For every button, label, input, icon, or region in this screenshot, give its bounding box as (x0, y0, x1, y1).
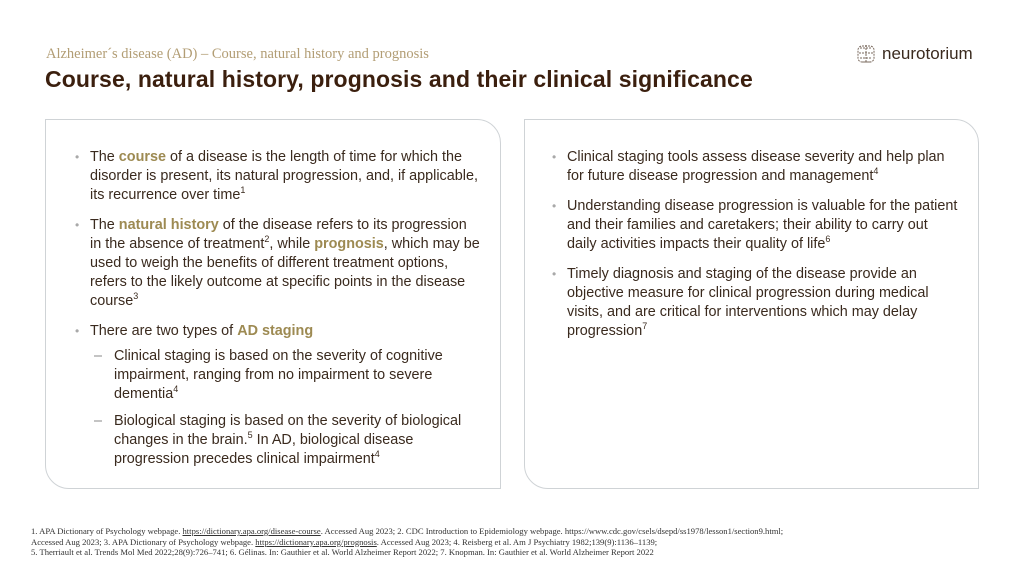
logo (856, 43, 973, 65)
sub-bullet-clinical-staging: – Clinical staging is based on the severity of cognitive impairment, ranging from no impairment to severe dementia$^4$ (72, 347, 480, 404)
references: 1. APA Dictionary of Psychology webpage. https://dictionary.apa.org/disease-course. Accessed Aug 2023; 2. CDC Introduction to Epidemiology webpage. https://www.cdc.gov/csels/dsepd/ss1978/lesson1/section9.html; Accessed Aug 2023; 3. APA Dictionary of Psychology webpage. https://dictionary.apa.org/prognosis. Accessed Aug 2023; 4. Reisberg et al. Am J Psychiatry 1982;139(9):1136–1139; 5. Therriault et al. Trends Mol Med 2022;28(9):726–741; 6. Gélinas. In: Gauthier et al. World Alzheimer Report 2022; 7. Knopman. In: Gauthier et al. World Alzheimer Report 2022 (31, 526, 784, 557)
highlight-natural-history: natural history (118, 217, 219, 233)
right-content-box (524, 119, 979, 489)
sub-bullet-biological-staging: – Biological staging is based on the severity of biological changes in the brain.$^5$ In AD, biological disease progression precedes clinical impairment$^4$ (72, 412, 480, 469)
highlight-ad-staging: AD staging (237, 323, 314, 339)
bullet-course: • The course of a disease is the length of time for which the disorder is present, its natural progression, and, if applicable, its recurrence over time$^1$ (72, 148, 480, 205)
bullet-natural-history: • The natural history of the disease refers to its progression in the absence of treatment$^2$, while prognosis, which may be used to weigh the benefits of different treatment options, refers to the likely outcome at specific points in the disease course$^3$ (72, 216, 480, 311)
bullet-timely-diagnosis: • Timely diagnosis and staging of the disease provide an objective measure for clinical progression during medical visits, and are critical for interventions which may delay progression$^7$ (549, 265, 958, 341)
bullet-ad-staging: • There are two types of AD staging (72, 322, 480, 341)
brain-logo-icon (856, 43, 876, 65)
page-title: Course, natural history, prognosis and their clinical significance (45, 66, 753, 92)
reference-link-disease-course[interactable]: https://dictionary.apa.org/disease-course (182, 526, 321, 536)
highlight-course: course (118, 149, 166, 165)
highlight-prognosis: prognosis (314, 236, 384, 252)
bullet-clinical-staging-tools: • Clinical staging tools assess disease severity and help plan for future disease progression and management$^4$ (549, 148, 958, 186)
logo-text: neurotorium (882, 44, 973, 63)
left-content-box (45, 119, 501, 489)
section-subtitle: Alzheimer´s disease (AD) – Course, natural history and prognosis (46, 46, 429, 62)
bullet-understanding-progression: • Understanding disease progression is valuable for the patient and their families and caretakers; their ability to carry out daily activities impacts their quality of life$^6$ (549, 197, 958, 254)
reference-link-prognosis[interactable]: https://dictionary.apa.org/prognosis (255, 536, 377, 547)
